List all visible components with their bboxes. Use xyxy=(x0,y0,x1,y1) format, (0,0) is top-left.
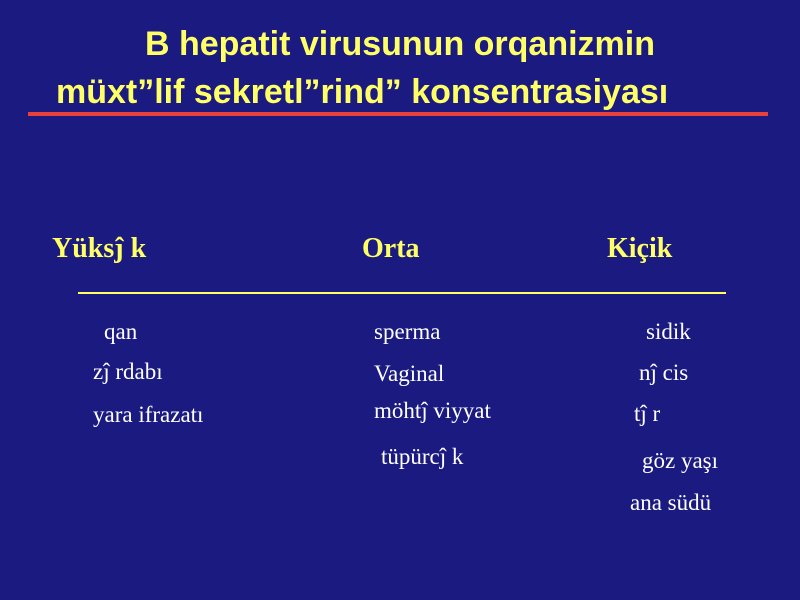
low-item-tears: göz yaşı xyxy=(642,448,719,473)
high-item-wound-exudate: yara ifrazatı xyxy=(93,402,204,427)
slide-title-line-1: B hepatit virusunun orqanizmin xyxy=(144,25,656,63)
low-item-feces: nĵ cis xyxy=(639,360,689,385)
title-underline xyxy=(28,112,768,116)
high-item-blood: qan xyxy=(104,319,138,344)
low-item-breast-milk: ana südü xyxy=(630,490,712,515)
column-header-high: Yüksĵ k xyxy=(52,233,147,264)
medium-item-semen: sperma xyxy=(374,319,441,344)
high-item-bile: zĵ rdabı xyxy=(93,359,163,384)
column-header-low: Kiçik xyxy=(607,233,673,264)
medium-item-saliva: tüpürcĵ k xyxy=(381,444,464,469)
low-item-sweat: tĵ r xyxy=(634,401,661,426)
column-header-medium: Orta xyxy=(362,233,420,264)
slide-title-line-2: müxt”lif sekretl”rind” konsentrasiyası xyxy=(56,73,669,111)
medium-item-secretions: möhtĵ viyyat xyxy=(374,398,491,423)
header-divider xyxy=(78,292,726,294)
low-item-urine: sidik xyxy=(646,319,691,344)
medium-item-vaginal: Vaginal xyxy=(374,361,445,386)
